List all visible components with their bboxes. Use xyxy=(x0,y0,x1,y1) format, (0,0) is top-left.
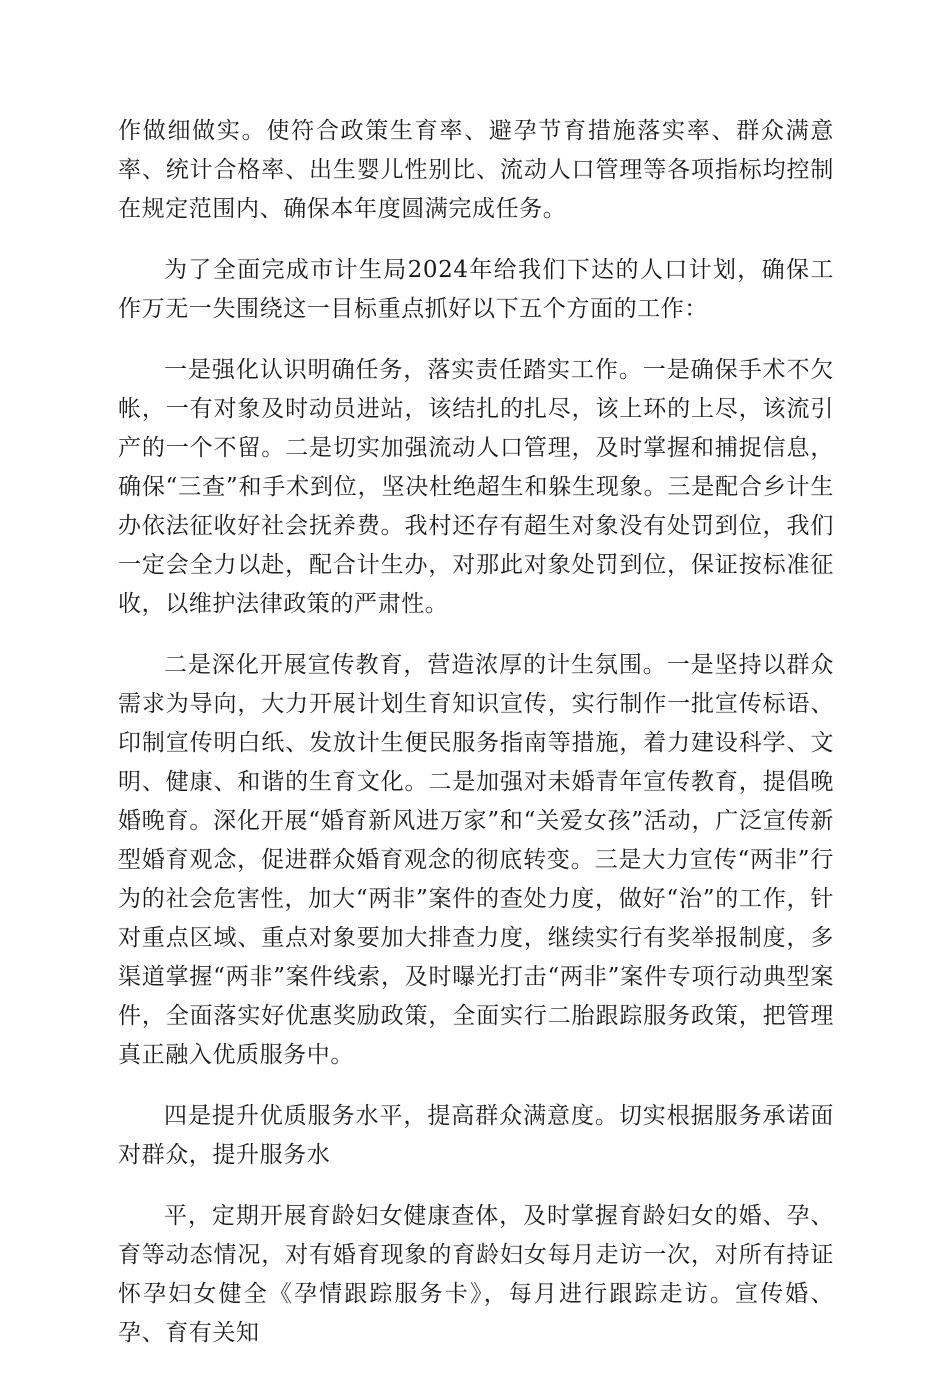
paragraph-point-two: 二是深化开展宣传教育，营造浓厚的计生氛围。一是坚持以群众需求为导向，大力开展计划生育知识宣传，实行制作一批宣传标语、印制宣传明白纸、发放计生便民服务指南等措施，着力建设科学、文明、健康、和谐的生育文化。二是加强对未婚青年宣传教育，提倡晚婚晚育。深化开展“婚育新风进万家”和“关爱女孩”活动，广泛宣传新型婚育观念，促进群众婚育观念的彻底转变。三是大力宣传“两非”行为的社会危害性，加大“两非”案件的查处力度，做好“治”的工作，针对重点区域、重点对象要加大排查力度，继续实行有奖举报制度，多渠道掌握“两非”案件线索，及时曝光打击“两非”案件专项行动典型案件，全面落实好优惠奖励政策，全面实行二胎跟踪服务政策，把管理真正融入优质服务中。 xyxy=(118,652,834,1068)
paragraph-intro: 为了全面完成市计生局2024年给我们下达的人口计划，确保工作万无一失围绕这一目标重点抓好以下五个方面的工作： xyxy=(118,257,834,322)
document-page xyxy=(118,112,834,1375)
paragraph-point-four-continued: 平，定期开展育龄妇女健康查体，及时掌握育龄妇女的婚、孕、育等动态情况，对有婚育现象的育龄妇女每月走访一次，对所有持证怀孕妇女健全《孕情跟踪服务卡》，每月进行跟踪走访。宣传婚、孕、育有关知 xyxy=(118,1203,834,1346)
paragraph-point-four: 四是提升优质服务水平，提高群众满意度。切实根据服务承诺面对群众，提升服务水 xyxy=(118,1103,834,1168)
paragraph-point-one: 一是强化认识明确任务，落实责任踏实工作。一是确保手术不欠帐，一有对象及时动员进站，该结扎的扎尽，该上环的上尽，该流引产的一个不留。二是切实加强流动人口管理，及时掌握和捕捉信息，确保“三查”和手术到位，坚决杜绝超生和躲生现象。三是配合乡计生办依法征收好社会抚养费。我村还存有超生对象没有处罚到位，我们一定会全力以赴，配合计生办，对那此对象处罚到位，保证按标准征收，以维护法律政策的严肃性。 xyxy=(118,357,834,617)
paragraph-continuation: 作做细做实。使符合政策生育率、避孕节育措施落实率、群众满意率、统计合格率、出生婴儿性别比、流动人口管理等各项指标均控制在规定范围内、确保本年度圆满完成任务。 xyxy=(118,118,834,222)
